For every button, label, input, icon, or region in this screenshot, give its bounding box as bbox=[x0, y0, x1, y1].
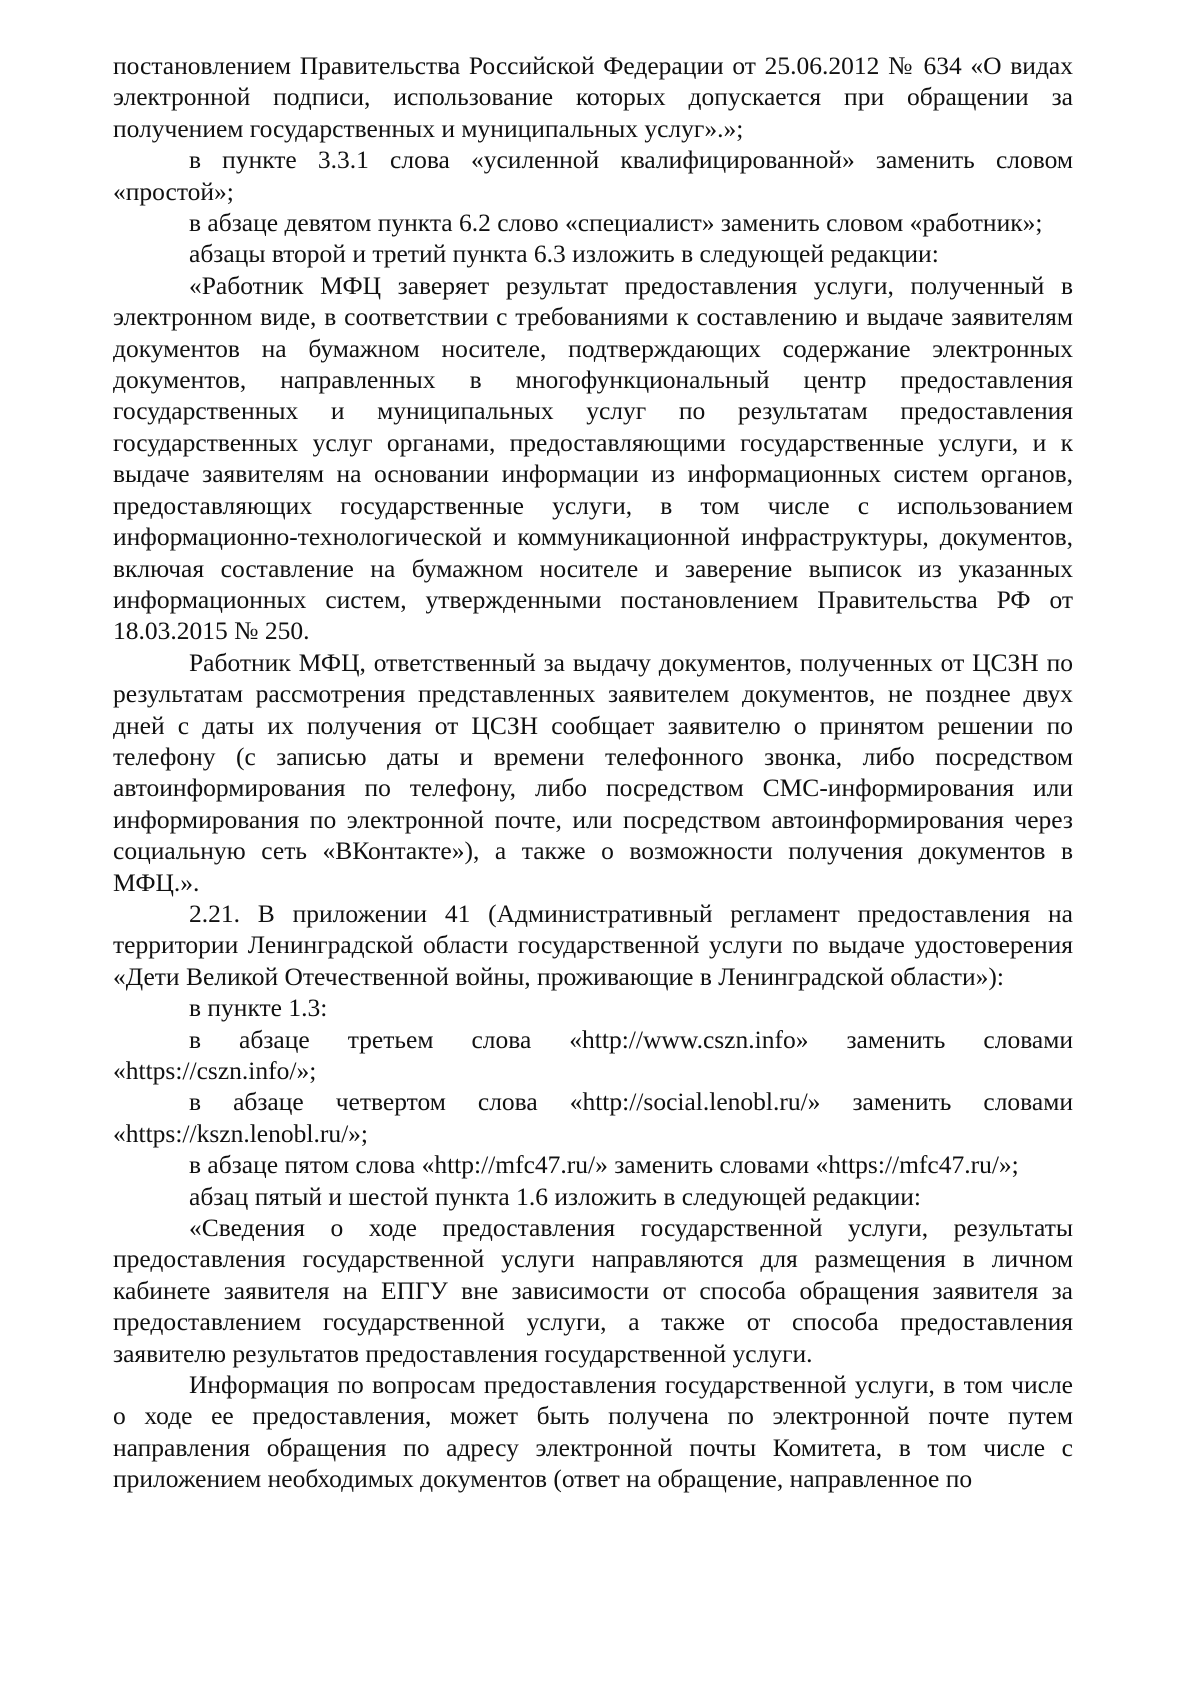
paragraph-quote-mfc-notification: Работник МФЦ, ответственный за выдачу документов, полученных от ЦСЗН по результатам рассмотрения представленных заявителем документов, не позднее двух дней с даты их получения от ЦСЗН сообщает заявителю о принятом решении по телефону (с записью даты и времени телефонного звонка, либо посредством автоинформирования по телефону, либо посредством СМС-информирования или информирования по электронной почте, или посредством автоинформирования через социальную сеть «ВКонтакте»), а также о возможности получения документов в МФЦ.». bbox=[113, 647, 1073, 897]
paragraph-quote-info-email: Информация по вопросам предоставления государственной услуги, в том числе о ходе ее предоставления, может быть получена по электронной почте путем направления обращения по адресу электронной почты Комитета, в том числе с приложением необходимых документов (ответ на обращение, направленное по bbox=[113, 1370, 1073, 1494]
paragraph-amend-para-3: в абзаце третьем слова «http://www.cszn.info» заменить словами «https://cszn.info/»; bbox=[113, 1024, 1073, 1085]
paragraph-quote-mfc-certification: «Работник МФЦ заверяет результат предоставления услуги, полученный в электронном виде, в соответствии с требованиями к составлению и выдаче заявителям документов на бумажном носителе, подтверждающих содержание электронных документов, направленных в многофункциональный центр предоставления государственных и муниципальных услуг по результатам предоставления государственных услуг органами, предоставляющими государственные услуги, и к выдаче заявителям на основании информации из информационных систем органов, предоставляющих государственные услуги, в том числе с использованием информационно-технологической и коммуникационной инфраструктуры, документов, включая составление на бумажном носителе и заверение выписок из указанных информационных систем, утвержденными постановлением Правительства РФ от 18.03.2015 № 250. bbox=[113, 270, 1073, 646]
paragraph-amend-6-2: в абзаце девятом пункта 6.2 слово «специалист» заменить словом «работник»; bbox=[189, 208, 1043, 238]
paragraph-amend-3-3-1: в пункте 3.3.1 слова «усиленной квалифицированной» заменить словом «простой»; bbox=[113, 145, 1073, 206]
paragraph-section-2-21: 2.21. В приложении 41 (Административный регламент предоставления на территории Ленинградской области государственной услуги по выдаче удостоверения «Дети Великой Отечественной войны, проживающие в Ленинградской области»): bbox=[113, 898, 1073, 991]
document-body bbox=[113, 50, 1073, 1495]
paragraph-clause-1-3: в пункте 1.3: bbox=[189, 993, 328, 1023]
paragraph-amend-1-6-intro: абзац пятый и шестой пункта 1.6 изложить в следующей редакции: bbox=[189, 1181, 921, 1211]
paragraph-amend-para-5: в абзаце пятом слова «http://mfc47.ru/» заменить словами «https://mfc47.ru/»; bbox=[189, 1150, 1019, 1180]
paragraph-continuation: постановлением Правительства Российской Федерации от 25.06.2012 № 634 «О видах электронной подписи, использование которых допускается при обращении за получением государственных и муниципальных услуг».»; bbox=[113, 51, 1073, 143]
paragraph-amend-6-3-intro: абзацы второй и третий пункта 6.3 изложить в следующей редакции: bbox=[189, 239, 939, 269]
paragraph-quote-epgu: «Сведения о ходе предоставления государственной услуги, результаты предоставления государственной услуги направляются для размещения в личном кабинете заявителя на ЕПГУ вне зависимости от способа обращения заявителя за предоставлением государственной услуги, а также от способа предоставления заявителю результатов предоставления государственной услуги. bbox=[113, 1213, 1073, 1368]
paragraph-amend-para-4: в абзаце четвертом слова «http://social.lenobl.ru/» заменить словами «https://kszn.lenobl.ru/»; bbox=[113, 1087, 1073, 1148]
